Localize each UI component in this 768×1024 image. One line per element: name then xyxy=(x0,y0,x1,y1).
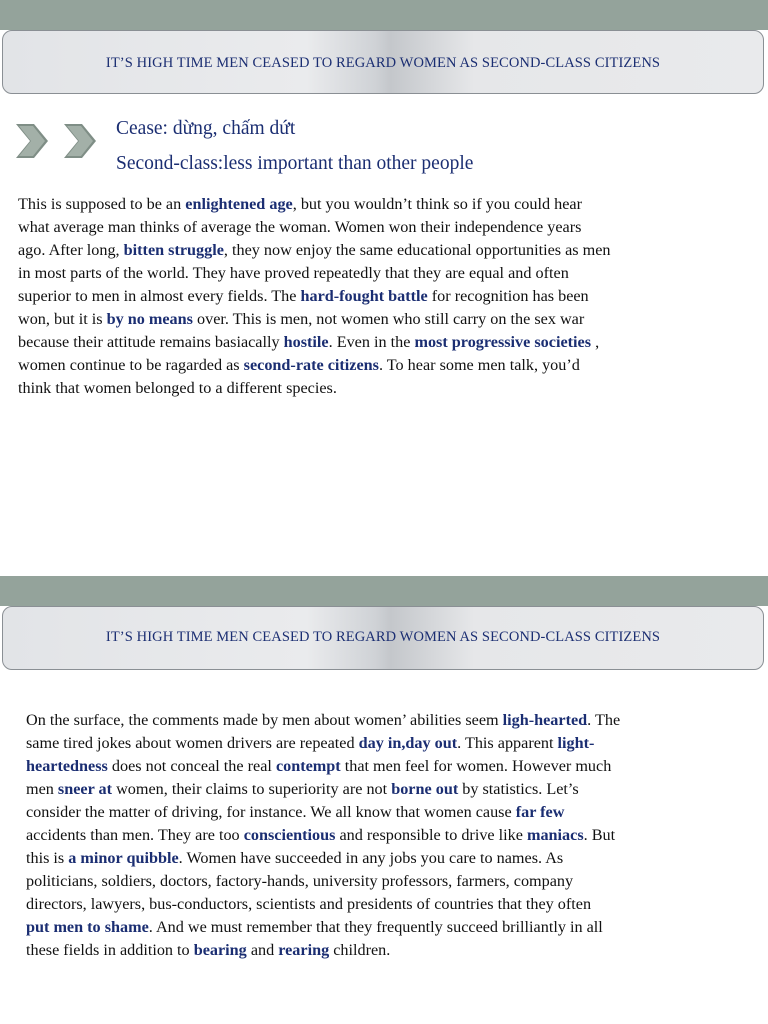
keyword: enlightened age xyxy=(185,195,293,213)
slide2-passage-line xyxy=(26,847,746,870)
text-segment: superior to men in almost every fields. The xyxy=(18,287,301,305)
text-segment: This is supposed to be an xyxy=(18,195,186,213)
text-segment: that men feel for women. However much xyxy=(340,757,612,775)
text-segment: . Even in the xyxy=(328,333,415,351)
slide-2-passage xyxy=(26,709,746,962)
text-segment: . Women have succeeded in any jobs you care to names. As xyxy=(178,849,564,867)
text-segment: , they now enjoy the same educational opportunities as men xyxy=(223,241,611,259)
keyword: light- xyxy=(557,734,595,752)
slide-2-title: IT’S HIGH TIME MEN CEASED TO REGARD WOMEN AS SECOND-CLASS CITIZENS xyxy=(105,629,661,645)
keyword: bearing xyxy=(193,941,247,959)
keyword: heartedness xyxy=(26,757,108,775)
slide2-passage-line xyxy=(26,732,746,755)
text-segment: what average man thinks of average the woman. Women won their independence years xyxy=(18,218,582,236)
text-segment: by statistics. Let’s xyxy=(458,780,579,798)
text-segment: ago. After long, xyxy=(18,241,124,259)
text-segment: accidents than men. They are too xyxy=(26,826,244,844)
slide1-passage-line xyxy=(18,262,738,285)
text-segment: and xyxy=(246,941,279,959)
text-segment: in most parts of the world. They have proved repeatedly that they are equal and often xyxy=(18,264,569,282)
text-segment: . But xyxy=(583,826,616,844)
text-segment: does not conceal the real xyxy=(107,757,276,775)
keyword: contempt xyxy=(275,757,341,775)
slide2-passage-line xyxy=(26,801,746,824)
text-segment: , but you wouldn’t think so if you could hear xyxy=(292,195,582,213)
text-segment: , xyxy=(591,333,600,351)
text-segment: won, but it is xyxy=(18,310,107,328)
keyword: ligh-hearted xyxy=(502,711,588,729)
slide2-passage-line xyxy=(26,709,746,732)
slide1-passage-line xyxy=(18,216,738,239)
slide-2-top-bar xyxy=(0,576,768,606)
keyword: a minor quibble xyxy=(68,849,179,867)
keyword: hard-fought battle xyxy=(300,287,428,305)
slide-1-top-bar xyxy=(0,0,768,30)
text-segment: directors, lawyers, bus-conductors, scientists and presidents of countries that they often xyxy=(26,895,592,913)
slide1-passage-line xyxy=(18,308,738,331)
slide1-passage-line xyxy=(18,239,738,262)
text-segment: On the surface, the comments made by men about women’ abilities seem xyxy=(26,711,503,729)
slide1-passage-line xyxy=(18,285,738,308)
slide-1-title: IT’S HIGH TIME MEN CEASED TO REGARD WOMEN AS SECOND-CLASS CITIZENS xyxy=(105,55,661,71)
text-segment: . To hear some men talk, you’d xyxy=(378,356,580,374)
keyword: day in,day out xyxy=(358,734,458,752)
text-segment: think that women belonged to a different species. xyxy=(18,379,337,397)
keyword: put men to shame xyxy=(26,918,149,936)
text-segment: . The xyxy=(587,711,621,729)
keyword: most progressive societies xyxy=(414,333,592,351)
keyword: maniacs xyxy=(526,826,584,844)
chevron-right-icon xyxy=(64,124,96,158)
text-segment: this is xyxy=(26,849,69,867)
text-segment: these fields in addition to xyxy=(26,941,194,959)
slide-1-title-box xyxy=(2,30,764,94)
keyword: by no means xyxy=(106,310,193,328)
text-segment: . And we must remember that they frequently succeed brilliantly in all xyxy=(148,918,603,936)
slide1-passage-line xyxy=(18,354,738,377)
vocab-cease: Cease: dừng, chấm dứt xyxy=(116,118,296,139)
slide2-passage-line xyxy=(26,870,746,893)
slide1-passage-line xyxy=(18,377,738,400)
keyword: borne out xyxy=(391,780,459,798)
text-segment: for recognition has been xyxy=(427,287,589,305)
text-segment: politicians, soldiers, doctors, factory-hands, university professors, farmers, company xyxy=(26,872,574,890)
keyword: rearing xyxy=(278,941,330,959)
vocab-second-class: Second-class:less important than other people xyxy=(116,153,474,174)
slide-1-passage xyxy=(18,193,738,400)
text-segment: children. xyxy=(329,941,391,959)
slide-2-title-box xyxy=(2,606,764,670)
chevrons-decoration xyxy=(14,122,104,160)
slide2-passage-line xyxy=(26,755,746,778)
slide2-passage-line xyxy=(26,778,746,801)
text-segment: men xyxy=(26,780,58,798)
text-segment: women, their claims to superiority are not xyxy=(112,780,392,798)
slide2-passage-line xyxy=(26,824,746,847)
text-segment: consider the matter of driving, for instance. We all know that women cause xyxy=(26,803,516,821)
text-segment: because their attitude remains basiacally xyxy=(18,333,284,351)
keyword: conscientious xyxy=(243,826,336,844)
slide1-passage-line xyxy=(18,193,738,216)
chevron-right-icon xyxy=(16,124,48,158)
keyword: sneer at xyxy=(57,780,113,798)
text-segment: . This apparent xyxy=(457,734,558,752)
keyword: far few xyxy=(515,803,565,821)
text-segment: and responsible to drive like xyxy=(335,826,527,844)
slide2-passage-line xyxy=(26,893,746,916)
slide1-passage-line xyxy=(18,331,738,354)
text-segment: same tired jokes about women drivers are repeated xyxy=(26,734,359,752)
slide2-passage-line xyxy=(26,916,746,939)
slide2-passage-line xyxy=(26,939,746,962)
keyword: second-rate citizens xyxy=(243,356,379,374)
keyword: bitten struggle xyxy=(123,241,224,259)
text-segment: over. This is men, not women who still carry on the sex war xyxy=(192,310,585,328)
text-segment: women continue to be ragarded as xyxy=(18,356,244,374)
keyword: hostile xyxy=(283,333,329,351)
